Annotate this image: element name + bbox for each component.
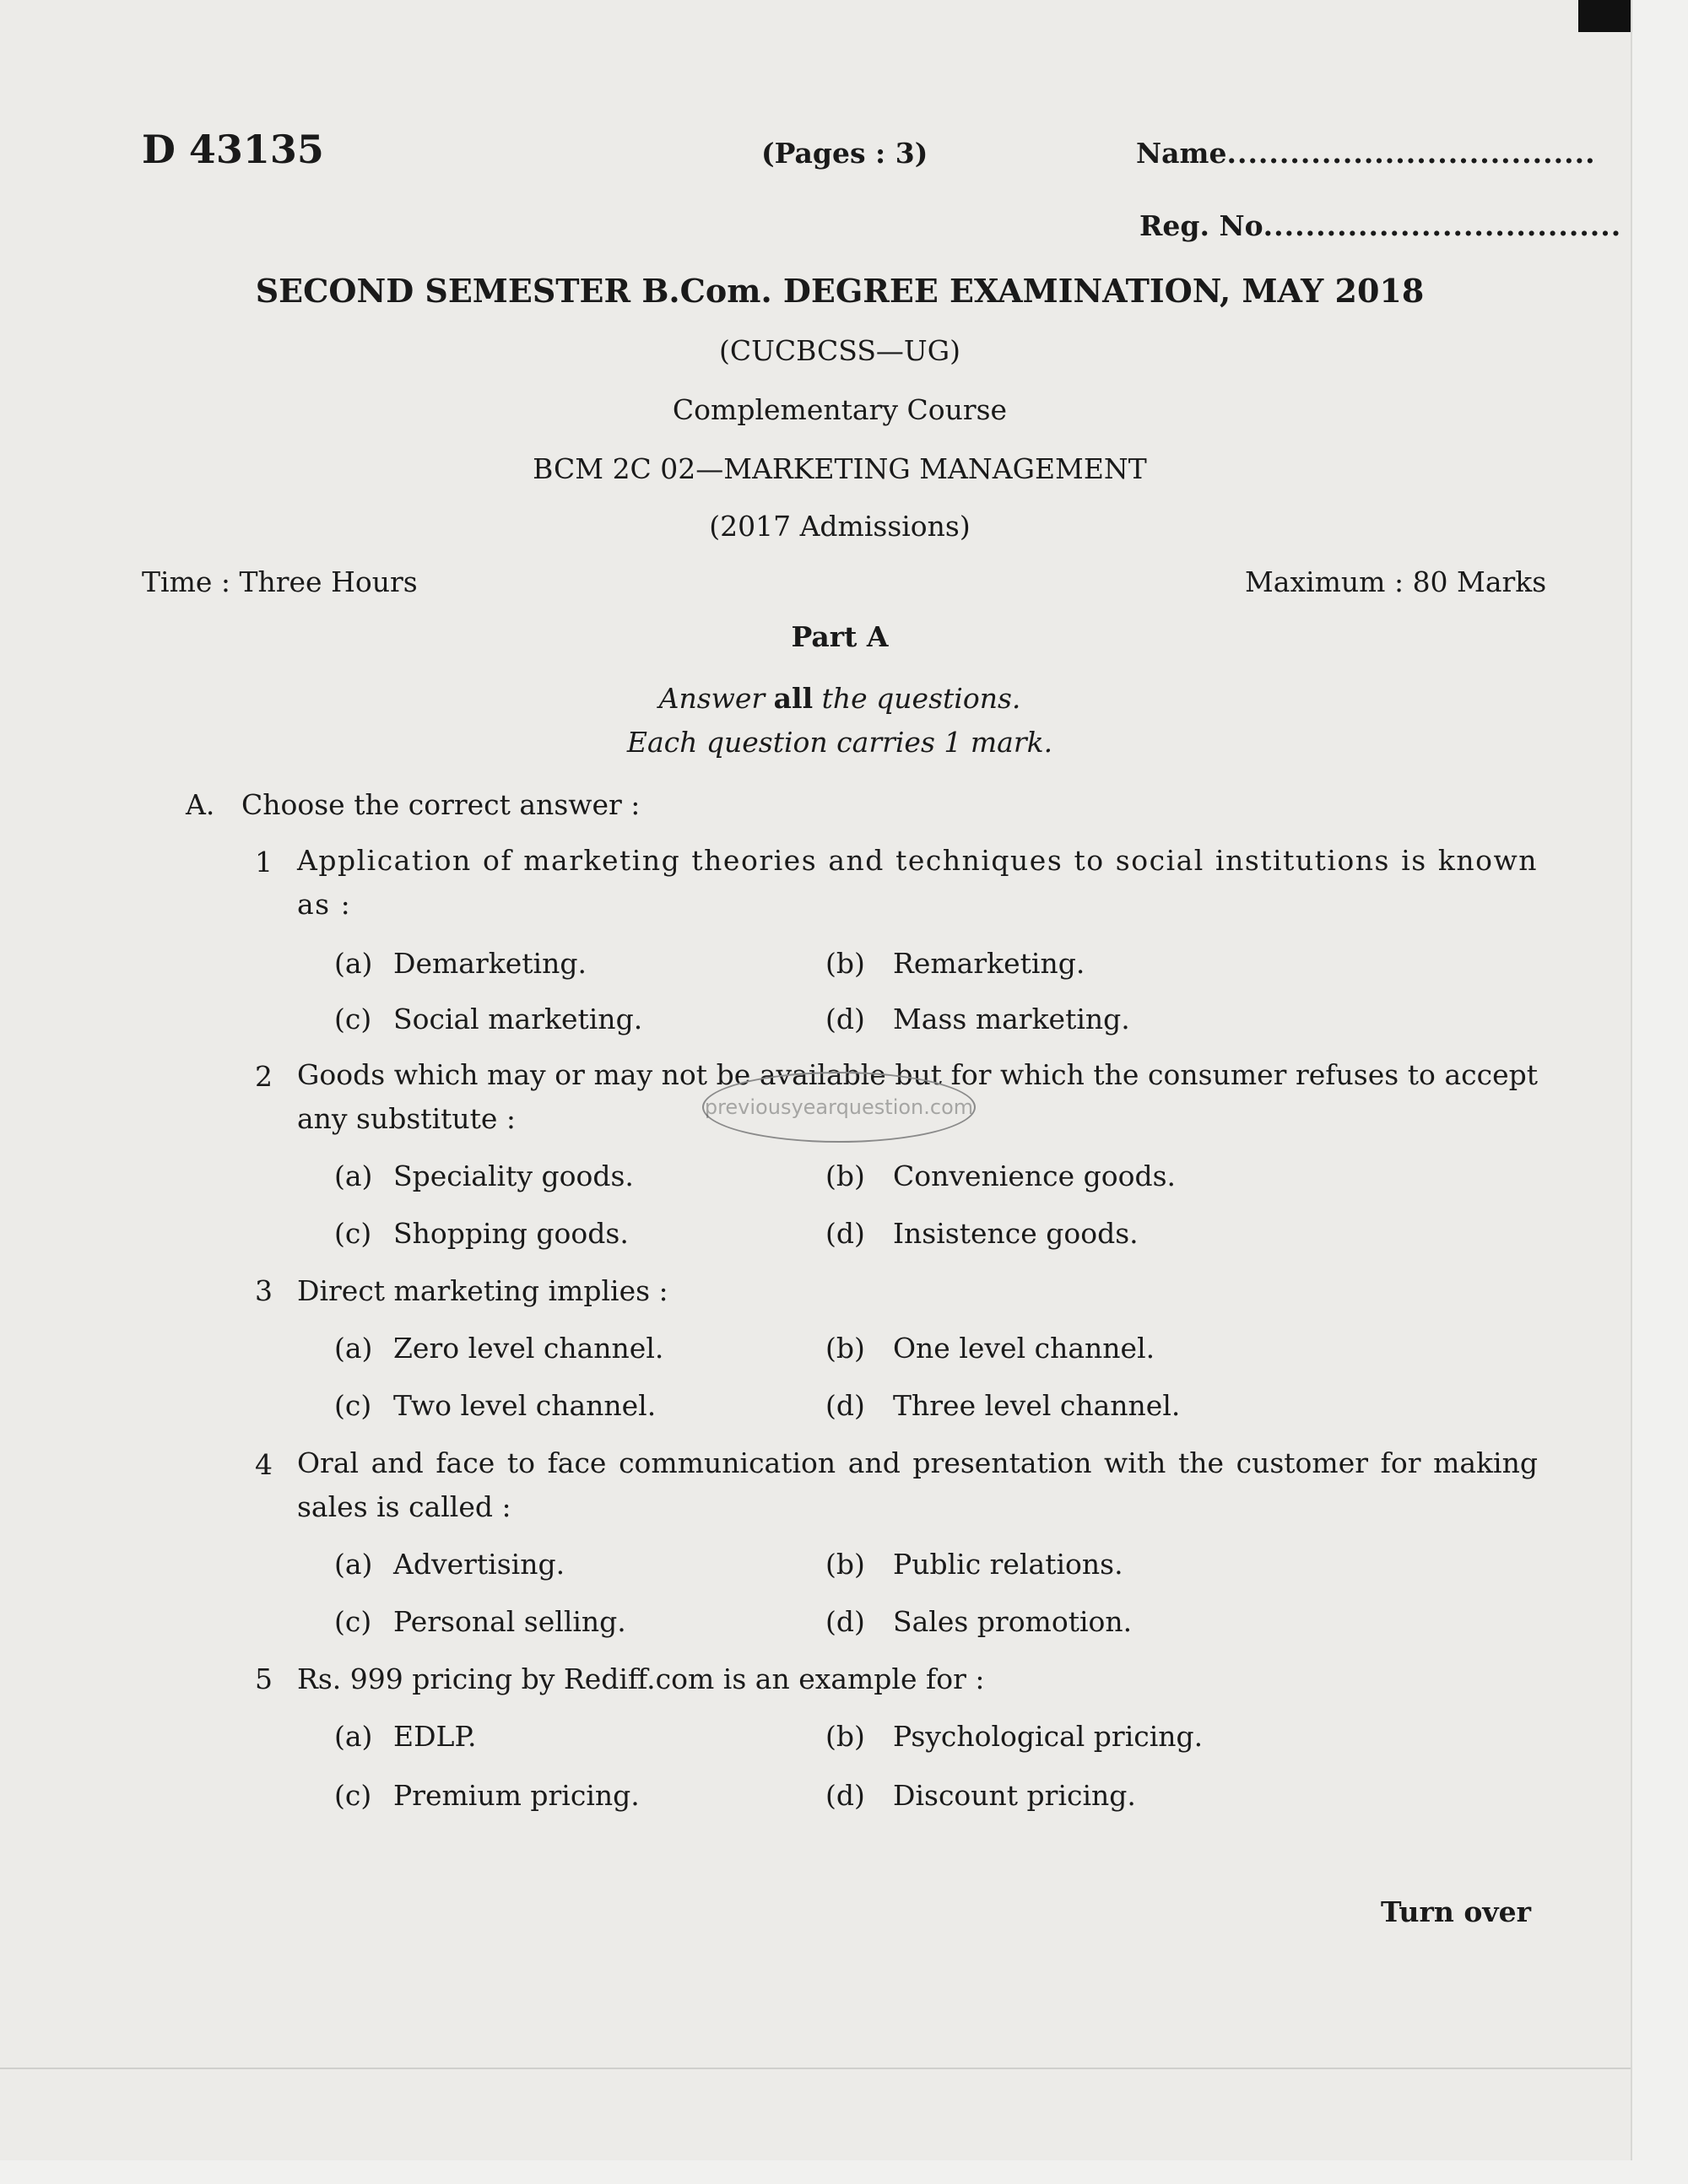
option-label: (b) [825,1720,865,1753]
option-label: (a) [334,1332,373,1365]
option-text: Convenience goods. [893,1160,1177,1192]
option-text: Three level channel. [893,1389,1181,1422]
question-text: Direct marketing implies : [297,1274,668,1307]
option-text: Psychological pricing. [893,1720,1204,1753]
scheme: (CUCBCSS—UG) [719,334,960,367]
option-label: (b) [825,1160,865,1192]
maximum-marks: Maximum : 80 Marks [1245,565,1547,598]
option-text: Sales promotion. [893,1605,1133,1638]
option-label: (c) [334,1217,372,1250]
option-label: (c) [334,1779,372,1812]
instruction-prefix: Answer [658,682,774,715]
question-text: Oral and face to face communication and presentation with the customer for making sales is called : [297,1446,1538,1523]
section-instruction: Choose the correct answer : [241,788,641,821]
paper-code: D 43135 [142,127,324,172]
time-allowed: Time : Three Hours [142,565,418,598]
option-label: (a) [334,947,373,980]
admissions: (2017 Admissions) [709,510,971,543]
option-label: (a) [334,1720,373,1753]
name-dots: ................................... [1226,137,1596,170]
reg-label: Reg. No [1139,209,1263,242]
option-label: (d) [825,1779,865,1812]
option-text: Two level channel. [393,1389,657,1422]
instruction-bold: all [773,682,814,715]
option-text: Remarketing. [893,947,1085,980]
option-text: Shopping goods. [393,1217,629,1250]
section-label: A. [186,788,215,821]
part-instruction [0,682,1680,715]
question-number: 2 [255,1060,273,1093]
part-title: Part A [791,620,889,653]
corner-tab [1578,0,1631,32]
question-number: 3 [255,1274,273,1307]
option-text: Mass marketing. [893,1003,1130,1035]
option-label: (a) [334,1548,373,1581]
option-text: Premium pricing. [393,1779,640,1812]
option-label: (c) [334,1605,372,1638]
option-label: (a) [334,1160,373,1192]
option-text: Advertising. [393,1548,565,1581]
option-label: (b) [825,947,865,980]
option-text: Insistence goods. [893,1217,1139,1250]
option-label: (d) [825,1605,865,1638]
option-label: (b) [825,1332,865,1365]
question-number: 4 [255,1448,273,1481]
course-type: Complementary Course [672,393,1008,426]
reg-dots: .................................. [1263,209,1622,242]
turn-over-note: Turn over [1381,1895,1531,1928]
instruction-suffix: the questions. [813,682,1021,715]
name-field [1136,137,1596,170]
option-label: (d) [825,1003,865,1035]
watermark-text: previousyearquestion.com [704,1095,974,1119]
reg-no-field [1139,209,1621,242]
course-title: BCM 2C 02—MARKETING MANAGEMENT [533,452,1147,485]
exam-title: SECOND SEMESTER B.Com. DEGREE EXAMINATION, MAY 2018 [255,272,1425,310]
option-label: (d) [825,1389,865,1422]
question-number: 1 [255,846,273,878]
option-text: Discount pricing. [893,1779,1136,1812]
option-label: (d) [825,1217,865,1250]
option-text: Demarketing. [393,947,587,980]
marks-note: Each question carries 1 mark. [626,726,1053,759]
option-text: Personal selling. [393,1605,626,1638]
option-text: Public relations. [893,1548,1123,1581]
option-text: Zero level channel. [393,1332,664,1365]
option-text: One level channel. [893,1332,1155,1365]
question-text: Rs. 999 pricing by Rediff.com is an example for : [297,1662,985,1695]
scan-edge-line [0,2068,1631,2069]
option-text: Speciality goods. [393,1160,634,1192]
option-label: (c) [334,1389,372,1422]
question-number: 5 [255,1662,273,1695]
option-text: EDLP. [393,1720,477,1753]
question-text: Goods which may or may not be available but for which the consumer refuses to accept any substitute : [297,1058,1538,1135]
option-label: (c) [334,1003,372,1035]
page-count: (Pages : 3) [761,137,928,170]
option-text: Social marketing. [393,1003,643,1035]
name-label: Name [1136,137,1227,170]
option-label: (b) [825,1548,865,1581]
question-text: Application of marketing theories and techniques to social institutions is known as : [297,844,1538,921]
watermark-stamp [702,1072,976,1143]
